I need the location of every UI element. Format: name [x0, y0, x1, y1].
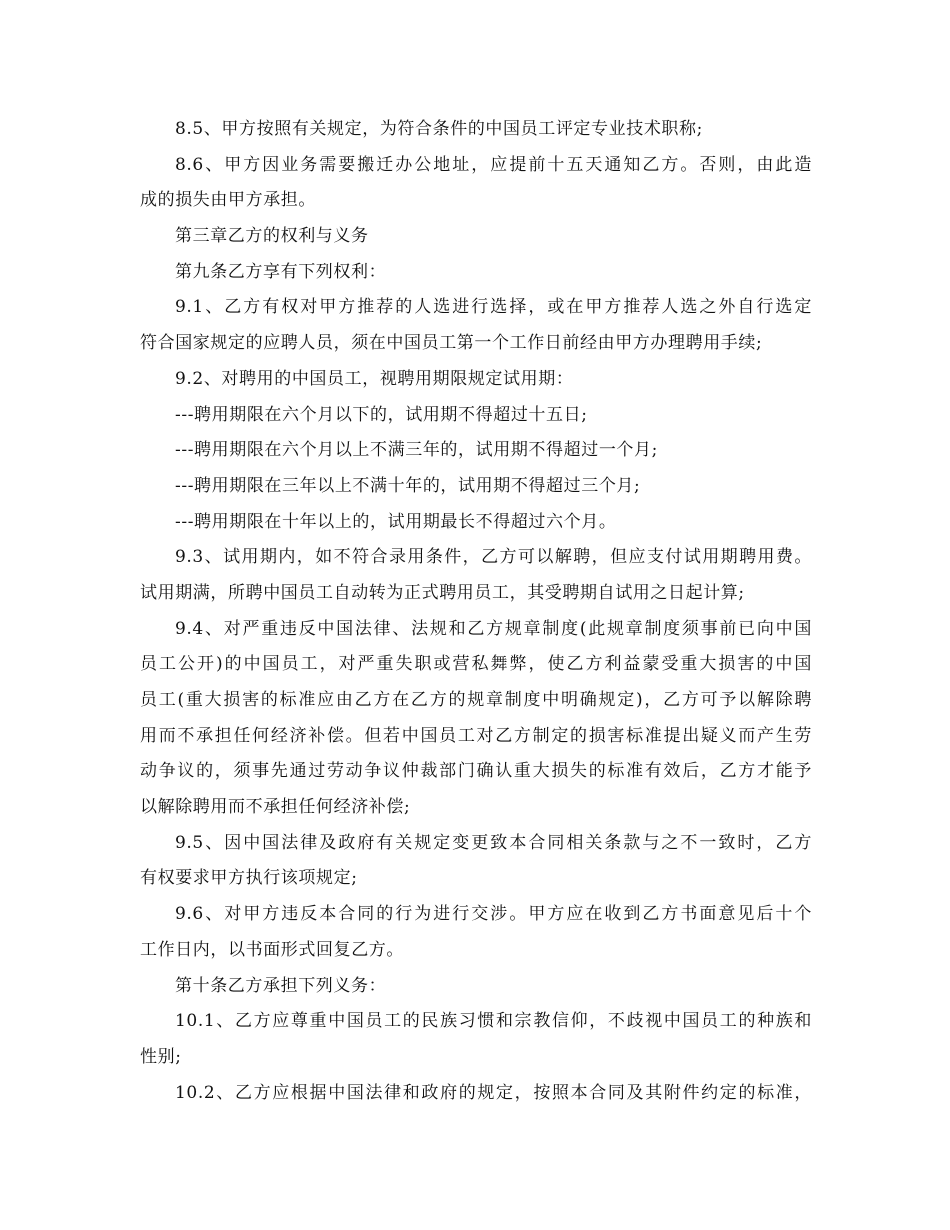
- text-line: ---聘用期限在六个月以下的，试用期不得超过十五日;: [175, 404, 588, 425]
- text-line: ---聘用期限在十年以上的，试用期最长不得超过六个月。: [175, 511, 617, 532]
- text-line: 动争议的，须事先通过劳动争议仲裁部门确认重大损失的标准有效后，乙方才能予: [140, 761, 812, 782]
- text-line: 9.5、因中国法律及政府有关规定变更致本合同相关条款与之不一致时，乙方: [175, 832, 812, 853]
- text-line: 9.1、乙方有权对甲方推荐的人选进行选择，或在甲方推荐人选之外自行选定: [175, 297, 812, 318]
- text-line: 员工公开)的中国员工，对严重失职或营私舞弊，使乙方利益蒙受重大损害的中国: [140, 654, 812, 675]
- text-line: 9.3、试用期内，如不符合录用条件，乙方可以解聘，但应支付试用期聘用费。: [175, 547, 812, 568]
- text-line: 有权要求甲方执行该项规定;: [140, 868, 358, 889]
- text-line: 9.4、对严重违反中国法律、法规和乙方规章制度(此规章制度须事前已向中国: [175, 618, 812, 639]
- text-line: 第三章乙方的权利与义务: [175, 226, 369, 247]
- text-line: 用而不承担任何经济补偿。但若中国员工对乙方制定的损害标准提出疑义而产生劳: [140, 725, 812, 746]
- text-line: 性别;: [140, 1046, 182, 1067]
- text-line: 8.5、甲方按照有关规定，为符合条件的中国员工评定专业技术职称;: [175, 119, 703, 139]
- text-line: 成的损失由甲方承担。: [140, 190, 316, 211]
- text-line: ---聘用期限在三年以上不满十年的，试用期不得超过三个月;: [175, 475, 641, 496]
- text-line: 员工(重大损害的标准应由乙方在乙方的规章制度中明确规定)，乙方可予以解除聘: [140, 690, 812, 710]
- text-line: 第十条乙方承担下列义务：: [175, 975, 387, 996]
- text-line: 试用期满，所聘中国员工自动转为正式聘用员工，其受聘期自试用之日起计算;: [140, 582, 745, 603]
- text-line: 10.1、乙方应尊重中国员工的民族习惯和宗教信仰，不歧视中国员工的种族和: [175, 1011, 812, 1032]
- text-line: 10.2、乙方应根据中国法律和政府的规定，按照本合同及其附件约定的标准，: [175, 1082, 812, 1103]
- text-line: 8.6、甲方因业务需要搬迁办公地址，应提前十五天通知乙方。否则，由此造: [175, 154, 812, 175]
- text-line: ---聘用期限在六个月以上不满三年的，试用期不得超过一个月;: [175, 440, 658, 461]
- contract-text-body: [140, 112, 812, 1111]
- text-line: 9.2、对聘用的中国员工，视聘用期限规定试用期：: [175, 368, 574, 389]
- text-line: 第九条乙方享有下列权利：: [175, 261, 387, 282]
- text-line: 以解除聘用而不承担任何经济补偿;: [140, 797, 411, 818]
- text-line: 9.6、对甲方违反本合同的行为进行交涉。甲方应在收到乙方书面意见后十个: [175, 904, 812, 925]
- text-line: 符合国家规定的应聘人员，须在中国员工第一个工作日前经由甲方办理聘用手续;: [140, 333, 763, 354]
- text-line: 工作日内，以书面形式回复乙方。: [140, 939, 404, 960]
